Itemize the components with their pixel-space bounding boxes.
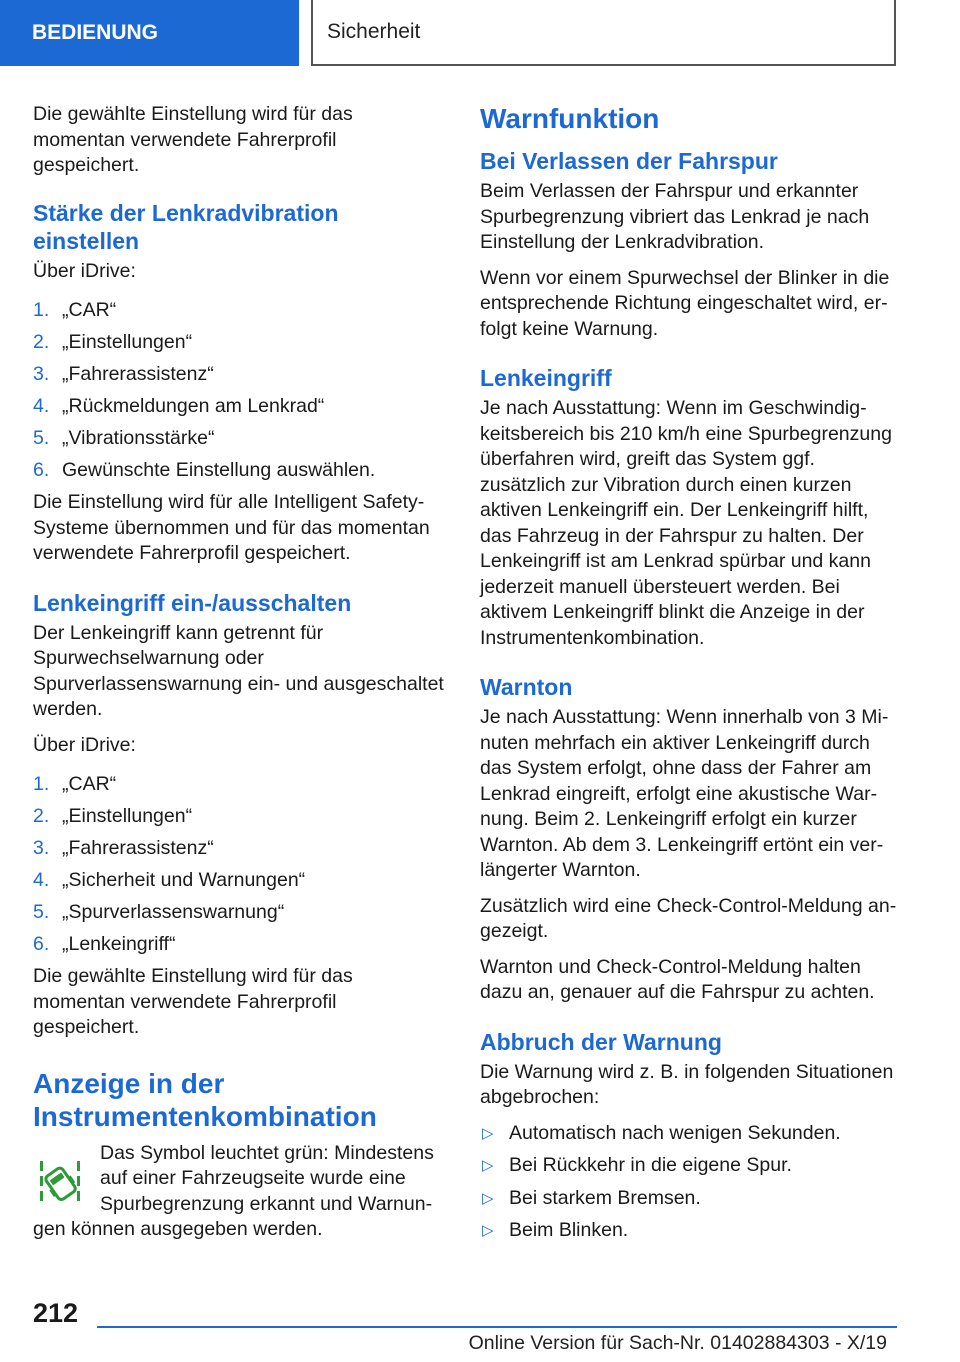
- step-number: 5.: [33, 427, 50, 449]
- steering-intervention-text: Der Lenkeingriff kann getrennt für Spurwechselwarnung oder Spurverlassenswarnung ein- und ausgeschaltet werden.: [33, 621, 444, 720]
- chapter-title: Sicherheit: [327, 20, 421, 43]
- footer-version-text: Online Version für Sach-Nr. 01402884303 - X/19: [468, 1332, 887, 1354]
- step-text: „Lenkeingriff“: [62, 933, 176, 955]
- list-item: [33, 836, 445, 862]
- idrive-label-2: Über iDrive:: [33, 733, 136, 756]
- list-item: [33, 394, 445, 420]
- step-number: 2.: [33, 331, 50, 353]
- step-number: 6.: [33, 459, 50, 481]
- leaving-lane-p2: Wenn vor einem Spurwechsel der Blinker in die entsprechende Richtung eingeschaltet wird, erfolgt keine Warnung.: [480, 266, 890, 340]
- leaving-lane-p1: Beim Verlassen der Fahrspur und erkannter Spurbegrenzung vibriert das Lenkrad je nach Einstellung der Lenkradvibration.: [480, 180, 870, 253]
- step-number: 2.: [33, 805, 50, 827]
- vibration-strength-heading: Stärke der Lenkradvibration einstellen: [33, 199, 339, 254]
- step-text: Gewünschte Einstellung auswählen.: [62, 459, 376, 481]
- chapter-tab: [311, 0, 896, 66]
- list-item: [33, 330, 445, 356]
- step-number: 3.: [33, 837, 50, 859]
- lane-departure-icon: [33, 1143, 88, 1215]
- right-column: [480, 102, 898, 1251]
- triangle-bullet-icon: ▷: [482, 1124, 494, 1142]
- intro-paragraph: Die gewählte Einstellung wird für das momentan verwendete Fahrerprofil gespeichert.: [33, 103, 353, 176]
- triangle-bullet-icon: ▷: [482, 1157, 494, 1174]
- step-text: „CAR“: [62, 773, 117, 795]
- symbol-description-continued: gen können ausgegeben werden.: [33, 1218, 323, 1240]
- step-number: 6.: [33, 933, 50, 955]
- list-item: [33, 298, 445, 324]
- step-text: „Sicherheit und Warnungen“: [62, 869, 306, 891]
- step-text: „Einstellungen“: [62, 331, 193, 353]
- steering-intervention-heading: Lenkeingriff: [480, 365, 612, 391]
- leaving-lane-heading: Bei Verlassen der Fahrspur: [480, 148, 778, 174]
- step-number: 1.: [33, 773, 50, 795]
- warning-tone-p1: Je nach Ausstattung: Wenn innerhalb von 3 Minuten mehrfach ein aktiver Lenkeingriff durch das System erfolgt, ohne dass der Fahrer am Lenkrad eingreift, erfolgt eine akustische Warnung. Beim 2. Lenkeingriff erfolgt ein kurzer Warnton. Ab dem 3. Lenkeingriff ertönt ein verlängerter Warnton.: [480, 706, 889, 881]
- warning-cancel-heading: Abbruch der Warnung: [480, 1028, 722, 1055]
- list-item: [33, 804, 445, 830]
- vibration-steps-list: [33, 298, 445, 484]
- step-text: „Fahrerassistenz“: [62, 837, 214, 859]
- symbol-description-text: Das Symbol leuchtet grün: Mindestens auf einer Fahrzeugseite wurde eine Spurbegrenzung erkannt und Warnun-: [100, 1141, 434, 1215]
- warning-tone-p2: Zusätzlich wird eine Check-Control-Meldung angezeigt.: [480, 894, 897, 942]
- idrive-label: Über iDrive:: [33, 259, 136, 282]
- list-item: [480, 1121, 898, 1147]
- symbol-description: [33, 1141, 445, 1218]
- vibration-note: Die Einstellung wird für alle Intelligent Safety-Systeme übernommen und für das momentan verwendete Fahrerprofil gespeichert.: [33, 491, 430, 564]
- list-item: [33, 362, 445, 388]
- list-item: [33, 868, 445, 894]
- step-text: „CAR“: [62, 299, 117, 321]
- section-title: BEDIENUNG: [32, 21, 159, 44]
- step-number: 4.: [33, 395, 50, 417]
- step-text: „Einstellungen“: [62, 805, 193, 827]
- intervention-note: Die gewählte Einstellung wird für das momentan verwendete Fahrerprofil gespeichert.: [33, 965, 353, 1038]
- intervention-steps-list: [33, 772, 445, 958]
- step-text: „Spurverlassenswarnung“: [62, 901, 285, 923]
- list-item: [33, 426, 445, 452]
- list-item: [33, 900, 445, 926]
- cancel-conditions-list: [480, 1121, 898, 1244]
- triangle-bullet-icon: ▷: [482, 1189, 494, 1207]
- instrument-cluster-heading: Anzeige in der Instrumentenkombination: [33, 1067, 377, 1132]
- warning-cancel-p1: Die Warnung wird z. B. in folgenden Situationen abgebrochen:: [480, 1060, 894, 1108]
- step-number: 3.: [33, 363, 50, 385]
- list-item-text: Bei Rückkehr in die eigene Spur.: [509, 1154, 792, 1176]
- warning-function-heading: Warnfunktion: [480, 103, 660, 134]
- list-item: [480, 1153, 898, 1179]
- list-item: [33, 458, 445, 484]
- left-column: [33, 102, 445, 1243]
- list-item: [480, 1186, 898, 1212]
- triangle-bullet-icon: ▷: [482, 1222, 494, 1239]
- step-number: 4.: [33, 869, 50, 891]
- list-item-text: Beim Blinken.: [509, 1219, 629, 1241]
- list-item-text: Bei starkem Bremsen.: [509, 1186, 701, 1209]
- step-number: 5.: [33, 901, 50, 923]
- list-item: [33, 932, 445, 958]
- step-text: „Rückmeldungen am Lenkrad“: [62, 395, 325, 417]
- step-number: 1.: [33, 299, 50, 321]
- step-text: „Vibrationsstärke“: [62, 427, 215, 449]
- section-tab: [0, 0, 299, 66]
- step-text: „Fahrerassistenz“: [62, 363, 214, 385]
- steering-intervention-toggle-heading: Lenkeingriff ein-/ausschalten: [33, 589, 352, 616]
- list-item: [33, 772, 445, 798]
- warning-tone-heading: Warnton: [480, 674, 573, 700]
- warning-tone-p3: Warnton und Check-Control-Meldung halten dazu an, genauer auf die Fahrspur zu achten.: [480, 955, 875, 1003]
- steering-intervention-p1: Je nach Ausstattung: Wenn im Geschwindigkeitsbereich bis 210 km/h eine Spurbegrenzung überfahren wird, greift das System ggf. zusätzlich zur Vibration durch einen kurzen aktiven Lenkeingriff ein. Der Lenkeingriff hilft, das Fahrzeug in der Fahrspur zu halten. Der Lenkeingriff ist am Lenkrad spürbar und kann jederzeit manuell übersteuert werden. Bei aktivem Lenkeingriff blinkt die Anzeige in der Instrumentenkombination.: [480, 397, 892, 649]
- footer-divider: [97, 1326, 897, 1328]
- list-item-text: Automatisch nach wenigen Sekunden.: [509, 1121, 841, 1144]
- list-item: [480, 1218, 898, 1244]
- page-number: 212: [33, 1298, 79, 1328]
